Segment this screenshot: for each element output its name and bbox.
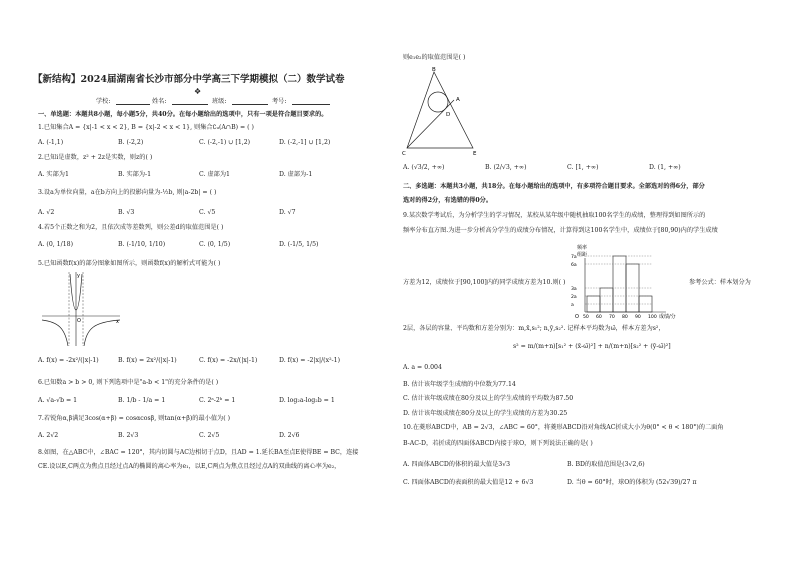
q1-opt-c[interactable]: C. (-2,-1) ∪ [1,2) <box>199 139 251 146</box>
section-multi-choice-line2: 选对的得2分，有选错的得0分。 <box>403 197 493 204</box>
name-blank[interactable] <box>172 104 208 105</box>
q2-opt-c[interactable]: C. 虚部为1 <box>199 171 230 178</box>
q4-opt-a[interactable]: A. (0, 1/18) <box>38 241 73 248</box>
q6-opt-b[interactable]: B. 1/b - 1/a = 1 <box>118 397 166 404</box>
q6-stem: 6.已知数a > b > 0, 则下列选项中是"a-b < 1"的充分条件的是( ) <box>38 379 219 386</box>
school-label: 学校: <box>96 98 111 105</box>
section-multi-choice-line1: 二、多选题：本题共3小题，共18分。在每小题给出的选项中，有多项符合题目要求。全部选对的得6分，部分 <box>403 183 705 190</box>
hist-y-tick-label: 6a <box>571 262 577 268</box>
label-a: A <box>456 97 460 103</box>
label-b: B <box>432 67 436 73</box>
q7-opt-d[interactable]: D. 2√6 <box>279 432 300 439</box>
hist-origin: O <box>575 314 579 320</box>
q8-opt-d[interactable]: D. (1, +∞) <box>649 164 681 171</box>
q5-function-graph <box>40 270 122 348</box>
triangle-side-ca <box>407 100 454 148</box>
q7-opt-b[interactable]: B. 2√3 <box>118 432 139 439</box>
q10-opt-a[interactable]: A. 四面体ABCD的体积的最大值是3√3 <box>403 461 511 468</box>
q2-opt-a[interactable]: A. 实部为1 <box>38 171 69 178</box>
q3-opt-d[interactable]: D. √7 <box>279 209 296 216</box>
graph-x-label: x <box>116 319 119 325</box>
q9-stem-mid-left: 方差为12，成绩位于[90,100]内的同学成绩方差为10.则( ) <box>403 279 566 286</box>
number-label: 考号: <box>272 98 287 105</box>
q5-opt-c[interactable]: C. f(x) = -2x/(|x|-1) <box>199 357 258 364</box>
q8-stem-line1: 8.如图，在△ABC中，∠BAC = 120°，其内切圆与AC边相切于点D，且AD = 1.延长BA至点E使得BE = BC，连接 <box>38 449 359 456</box>
q7-opt-c[interactable]: C. 2√5 <box>199 432 220 439</box>
q8-stem-tail: 则e₁e₂的取值范围是( ) <box>403 54 466 61</box>
q5-opt-d[interactable]: D. f(x) = -2|x|/(x²-1) <box>279 357 340 364</box>
name-label: 姓名: <box>152 98 167 105</box>
graph-curve-left <box>42 320 68 346</box>
q8-opt-b[interactable]: B. (2/√3, +∞) <box>485 164 527 171</box>
q4-opt-d[interactable]: D. (-1/5, 1/5) <box>279 241 319 248</box>
q10-opt-d[interactable]: D. 当θ = 60°时，球O的体积为 (52√39)/27 π <box>567 479 697 486</box>
q6-opt-c[interactable]: C. 2ᵃ-2ᵇ = 1 <box>199 397 236 404</box>
q9-stem-line3: 2层，各层的容量、平均数和方差分别为：m,x̄,s₁²; n,ȳ,s₂². 记样本平均数为ω̄，样本方差为s²， <box>403 325 665 332</box>
q7-opt-a[interactable]: A. 2√2 <box>38 432 59 439</box>
q1-opt-d[interactable]: D. (-2,-1] ∪ [1,2) <box>279 139 331 146</box>
q7-stem: 7.若锐角α,β满足3cos(α+β) = cosαcosβ, 则tan(α+β)的最小值为( ) <box>38 415 231 422</box>
q9-stem-mid-right: 参考公式：样本划分为 <box>689 279 751 286</box>
label-c: C <box>402 151 406 156</box>
label-d: D <box>446 112 451 118</box>
q2-stem: 2.已知i是虚数，z² + 2z是实数，则z的( ) <box>38 154 153 161</box>
q1-opt-a[interactable]: A. (-1,1) <box>38 139 64 146</box>
q1-stem: 1.已知集合A = {x|-1 < x < 2}, B = {x|-2 < x < 1}, 则集合∁ᵤ(A∩B) = ( ) <box>38 124 254 131</box>
q5-stem: 5.已知函数f(x)的部分图象如图所示，则函数f(x)的解析式可能为( ) <box>38 260 221 267</box>
q10-opt-c[interactable]: C. 四面体ABCD的表面积的最大值是12 + 6√3 <box>403 479 534 486</box>
hist-y-tick-label: 3a <box>571 286 577 292</box>
hist-y-tick-label: 7a <box>571 254 577 260</box>
hist-xlabel: 成绩/分 <box>659 314 676 320</box>
school-blank[interactable] <box>116 104 150 105</box>
q4-stem: 4.若5个正数之和为2，且依次成等差数列，则公差d的取值范围是( ) <box>38 224 224 231</box>
number-blank[interactable] <box>292 104 330 105</box>
q8-opt-a[interactable]: A. (√3/2, +∞) <box>403 164 445 171</box>
q10-stem-line1: 10.在菱形ABCD中，AB = 2√3，∠ABC = 60°，将菱形ABCD沿对角线AC折成大小为θ(0° < θ < 180°)的二面角 <box>403 424 724 431</box>
q3-opt-a[interactable]: A. √2 <box>38 209 55 216</box>
hist-bar <box>613 256 626 312</box>
q9-histogram <box>567 242 683 324</box>
title-tail: ❖ <box>194 87 202 96</box>
hist-x-tick-label: 60 <box>596 315 602 320</box>
q10-opt-b[interactable]: B. BD的取值范围是(3√2,6) <box>567 461 645 468</box>
hist-bar <box>600 288 613 312</box>
q8-opt-c[interactable]: C. [1, +∞) <box>567 164 599 171</box>
q6-opt-d[interactable]: D. log₂a-log₂b = 1 <box>279 397 335 404</box>
q5-opt-b[interactable]: B. f(x) = 2x²/(|x|-1) <box>118 357 177 364</box>
q9-opt-c[interactable]: C. 估计该年级成绩在80分及以上的学生成绩的平均数为87.50 <box>403 395 574 402</box>
section-single-choice: 一、单选题：本题共8小题，每小题5分，共40分。在每小题给出的选项中，只有一项是符合题目要求的。 <box>38 111 328 118</box>
class-blank[interactable] <box>232 104 268 105</box>
q9-variance-formula: s² = m/(m+n)[s₁² + (x̄-ω̄)²] + n/(m+n)[s₂² + (ȳ-ω̄)²] <box>513 343 671 350</box>
hist-x-tick-label: 70 <box>609 315 615 320</box>
q9-stem-line1: 9.某次数学考试后，为分析学生的学习情况，某校从某年级中随机抽取100名学生的成绩，整理得到如图所示的 <box>403 212 706 219</box>
incircle <box>428 92 448 112</box>
q3-opt-c[interactable]: C. √5 <box>199 209 216 216</box>
hist-x-tick-label: 100 <box>648 315 657 320</box>
hist-y-tick-label: a <box>571 302 574 308</box>
q8-stem-line2: CE.设以E,C两点为焦点且经过点A的椭圆的离心率为e₁，以E,C两点为焦点且经过点A的双曲线的离心率为e₂， <box>38 463 341 470</box>
q4-opt-b[interactable]: B. (-1/10, 1/10) <box>118 241 166 248</box>
q9-stem-line2: 频率分布直方图.为进一步分析高分学生的成绩分布情况，计算得到这100名学生中，成绩位于[80,90)内的学生成绩 <box>403 227 718 234</box>
triangle-bce <box>407 72 473 148</box>
hist-y-tick-label: 2a <box>571 294 577 300</box>
q6-opt-a[interactable]: A. √a-√b = 1 <box>38 397 78 404</box>
q9-opt-a[interactable]: A. a = 0.004 <box>403 364 442 371</box>
q9-opt-d[interactable]: D. 估计该年级成绩在80分及以上的学生成绩的方差为30.25 <box>403 410 568 417</box>
exam-title: 【新结构】2024届湖南省长沙市部分中学高三下学期模拟（二）数学试卷 <box>33 74 345 85</box>
graph-origin-label: O <box>77 318 81 324</box>
q10-stem-line2: B-AC-D，若折成的四面体ABCD内接于球O，则下列说法正确的是( ) <box>403 440 593 447</box>
q8-triangle-figure <box>401 64 483 156</box>
q1-opt-b[interactable]: B. (-2,2) <box>118 139 144 146</box>
label-e: E <box>473 151 477 156</box>
graph-curve-right <box>84 320 120 346</box>
q3-opt-b[interactable]: B. √3 <box>118 209 135 216</box>
q9-opt-b[interactable]: B. 估计该年级学生成绩的中位数为77.14 <box>403 381 516 388</box>
q2-opt-b[interactable]: B. 实部为-1 <box>118 171 152 178</box>
hist-ylabel-top: 频率 <box>577 245 588 251</box>
hist-ylabel-bottom: 组距 <box>577 252 588 258</box>
q5-opt-a[interactable]: A. f(x) = -2x²/(|x|-1) <box>38 357 99 364</box>
q3-stem: 3.设a为单位向量，a在b方向上的投影向量为-½b, 则|a-2b| = ( ) <box>38 189 217 196</box>
hist-x-tick-label: 50 <box>583 315 589 320</box>
graph-y-label: y <box>77 273 80 279</box>
right-column <box>397 0 794 562</box>
hist-x-tick-label: 80 <box>622 315 628 320</box>
class-label: 班级: <box>212 98 227 105</box>
hist-x-tick-label: 90 <box>635 315 641 320</box>
q4-opt-c[interactable]: C. (0, 1/5) <box>199 241 231 248</box>
q2-opt-d[interactable]: D. 虚部为-1 <box>279 171 313 178</box>
